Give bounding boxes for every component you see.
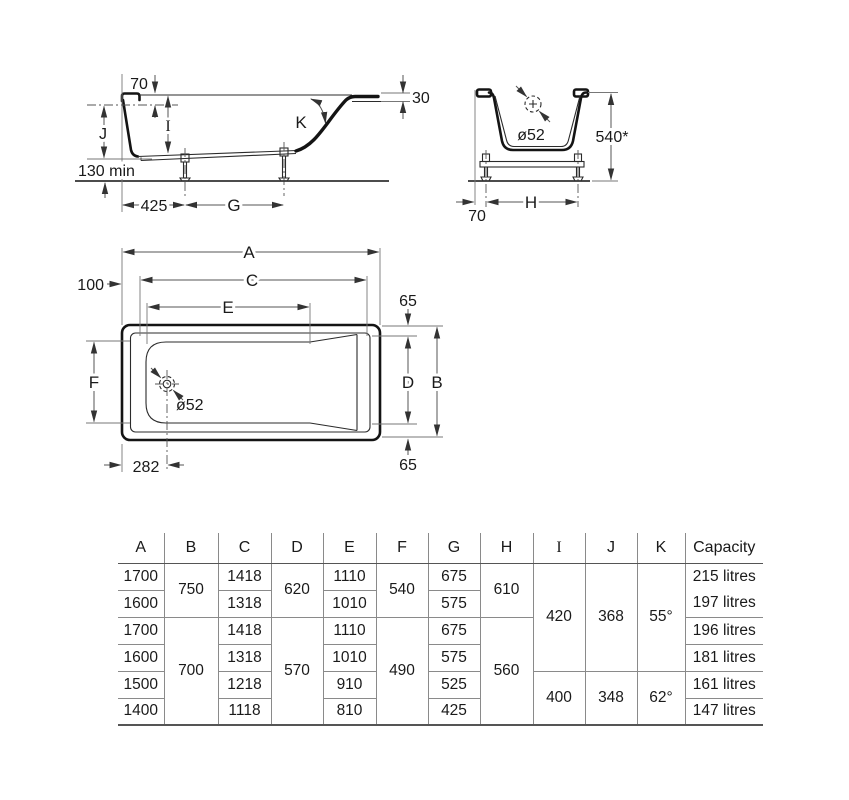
table-cell: 910 (323, 671, 376, 698)
column-header-d: D (271, 533, 323, 563)
dim-label-k: K (295, 113, 307, 132)
table-cell: 675 (428, 563, 480, 590)
table-cell: 1318 (218, 590, 271, 617)
table-cell: 1318 (218, 644, 271, 671)
dim-label-65-top: 65 (399, 293, 417, 310)
end-view-drawing (445, 60, 670, 230)
table-cell: 675 (428, 617, 480, 644)
specification-table (118, 533, 763, 726)
end-view-drain (516, 86, 550, 144)
dim-label-a: A (243, 243, 255, 262)
table-cell: 420 (533, 563, 585, 671)
dim-label-drain-diameter: ø52 (517, 127, 545, 144)
table-cell: 55° (637, 563, 685, 671)
table-cell: 575 (428, 590, 480, 617)
dim-label-540: 540* (595, 129, 629, 146)
table-cell: 400 (533, 671, 585, 725)
side-view-tub-outline (122, 94, 381, 161)
table-cell: 750 (164, 563, 218, 617)
table-cell: 62° (637, 671, 685, 725)
table-cell: 1700 (118, 617, 164, 644)
table-header-row (118, 533, 763, 563)
dim-label-130-min: 130 min (78, 163, 135, 180)
column-header-e: E (323, 533, 376, 563)
table-cell: 348 (585, 671, 637, 725)
table-cell: 1600 (118, 590, 164, 617)
dim-label-j: J (99, 126, 107, 143)
table-row (118, 563, 763, 590)
table-cell: 525 (428, 671, 480, 698)
table-cell: 425 (428, 698, 480, 725)
column-header-b: B (164, 533, 218, 563)
plan-view-tub-outline (122, 325, 380, 440)
column-header-j: J (585, 533, 637, 563)
table-cell: 1218 (218, 671, 271, 698)
table-cell: 215 litres (685, 563, 763, 590)
dim-label-b: B (431, 373, 443, 392)
dim-label-h: H (524, 193, 538, 212)
table-cell: 1110 (323, 617, 376, 644)
dim-label-282: 282 (132, 459, 160, 476)
dim-label-425: 425 (140, 198, 168, 215)
dim-label-g: G (227, 196, 241, 215)
dim-label-c: C (245, 271, 259, 290)
column-header-g: G (428, 533, 480, 563)
table-cell: 575 (428, 644, 480, 671)
dim-label-d: D (401, 373, 415, 392)
dim-label-70: 70 (130, 76, 148, 93)
table-cell: 1418 (218, 563, 271, 590)
table-cell: 1110 (323, 563, 376, 590)
dim-label-f: F (88, 373, 100, 392)
dim-label-70-end: 70 (468, 208, 486, 225)
table-cell: 540 (376, 563, 428, 617)
dim-label-100: 100 (77, 277, 104, 294)
table-cell: 700 (164, 617, 218, 725)
dim-label-65-bottom: 65 (399, 457, 417, 474)
dim-label-e: E (222, 298, 234, 317)
table-cell: 1010 (323, 644, 376, 671)
table-cell: 161 litres (685, 671, 763, 698)
dim-label-drain-diameter-plan: ø52 (176, 397, 204, 414)
table-cell: 1010 (323, 590, 376, 617)
table-cell: 1500 (118, 671, 164, 698)
table-cell: 147 litres (685, 698, 763, 725)
table-cell: 197 litres (685, 590, 763, 617)
plan-view-drawing (75, 240, 450, 485)
table-cell: 1700 (118, 563, 164, 590)
table-cell: 570 (271, 617, 323, 725)
table-cell: 560 (480, 617, 533, 725)
end-view-dimensions (456, 90, 628, 225)
table-cell: 810 (323, 698, 376, 725)
column-header-a: A (118, 533, 164, 563)
side-view-drawing (75, 60, 435, 225)
table-cell: 490 (376, 617, 428, 725)
table-cell: 1400 (118, 698, 164, 725)
side-view-legs (180, 142, 289, 196)
table-cell: 1118 (218, 698, 271, 725)
column-header-h: H (480, 533, 533, 563)
plan-view-drain (151, 368, 204, 471)
table-cell: 1418 (218, 617, 271, 644)
table-cell: 620 (271, 563, 323, 617)
column-header-capacity: Capacity (685, 533, 763, 563)
table-cell: 181 litres (685, 644, 763, 671)
column-header-c: C (218, 533, 271, 563)
table-cell: 610 (480, 563, 533, 617)
table-cell: 1600 (118, 644, 164, 671)
column-header-k: K (637, 533, 685, 563)
column-header-i: I (533, 533, 585, 563)
column-header-f: F (376, 533, 428, 563)
dim-label-i: I (165, 118, 171, 135)
table-cell: 368 (585, 563, 637, 671)
dim-label-30: 30 (412, 90, 430, 107)
table-cell: 196 litres (685, 617, 763, 644)
